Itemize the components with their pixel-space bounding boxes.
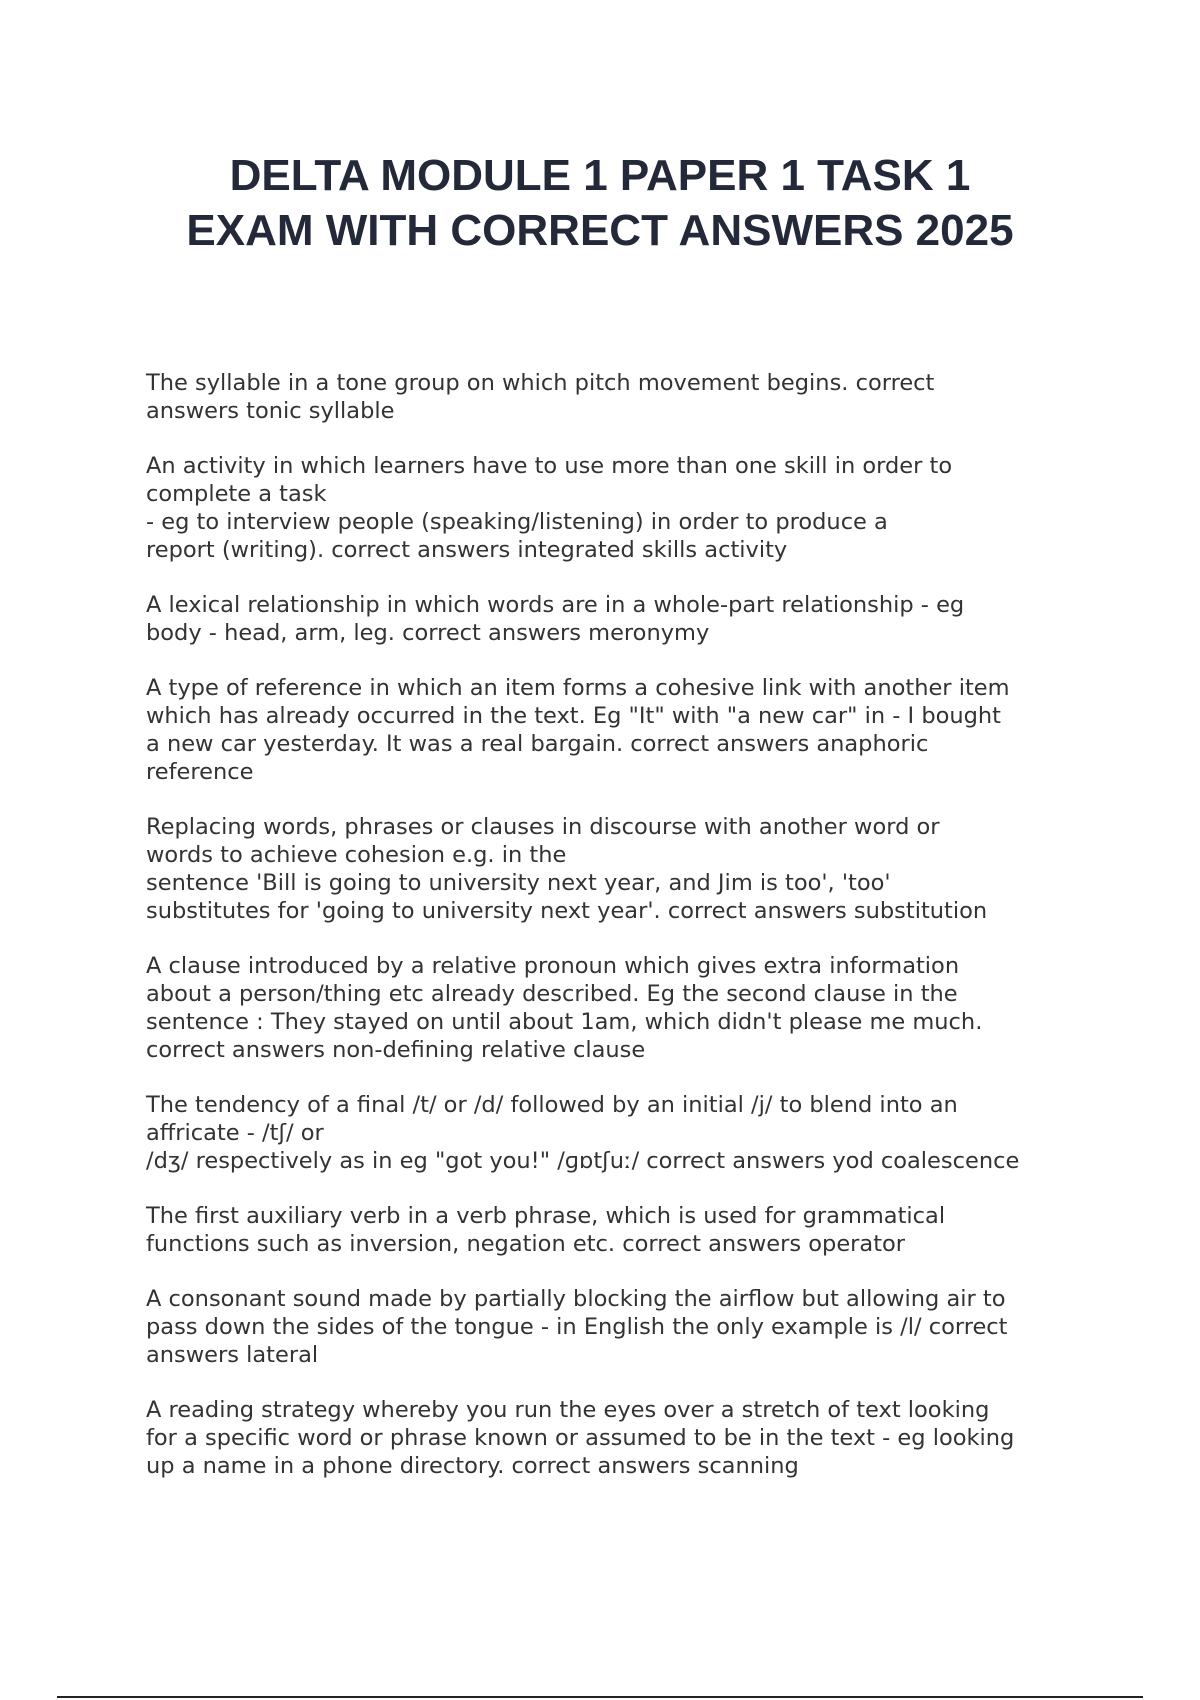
qa-item (146, 1091, 1106, 1175)
qa-item-line: functions such as inversion, negation etc. correct answers operator (146, 1231, 906, 1257)
qa-item (146, 452, 1106, 564)
qa-item-line: Replacing words, phrases or clauses in discourse with another word or (146, 814, 940, 840)
qa-item-line: answers lateral (146, 1342, 319, 1368)
title-line-2: EXAM WITH CORRECT ANSWERS 2025 (186, 206, 1014, 255)
qa-item (146, 952, 1106, 1064)
qa-item-line: answers tonic syllable (146, 398, 395, 424)
qa-item-line: The first auxiliary verb in a verb phrase, which is used for grammatical (146, 1203, 946, 1229)
qa-item-line: A type of reference in which an item forms a cohesive link with another item (146, 675, 1010, 701)
title-line-1: DELTA MODULE 1 PAPER 1 TASK 1 (229, 151, 971, 200)
qa-item-line: - eg to interview people (speaking/listening) in order to produce a (146, 509, 888, 535)
qa-item-line: report (writing). correct answers integrated skills activity (146, 537, 788, 563)
qa-item (146, 674, 1106, 786)
qa-item-line: A reading strategy whereby you run the eyes over a stretch of text looking (146, 1397, 990, 1423)
qa-item-line: words to achieve cohesion e.g. in the (146, 842, 567, 868)
qa-item-line: substitutes for 'going to university next year'. correct answers substitution (146, 898, 988, 924)
qa-item-line: body - head, arm, leg. correct answers meronymy (146, 620, 710, 646)
qa-item-line: a new car yesterday. It was a real bargain. correct answers anaphoric (146, 731, 929, 757)
qa-item-line: An activity in which learners have to use more than one skill in order to (146, 453, 953, 479)
qa-item-line: The tendency of a final /t/ or /d/ followed by an initial /j/ to blend into an (146, 1092, 958, 1118)
qa-item (146, 1202, 1106, 1258)
qa-item (146, 369, 1106, 425)
qa-item (146, 591, 1106, 647)
qa-item-line: which has already occurred in the text. Eg "It" with "a new car" in - I bought (146, 703, 1001, 729)
qa-item (146, 1285, 1106, 1369)
qa-item-line: for a specific word or phrase known or assumed to be in the text - eg looking (146, 1425, 1015, 1451)
document-title (100, 148, 1100, 258)
qa-item-line: /dʒ/ respectively as in eg "got you!" /ɡɒtʃuː/ correct answers yod coalescence (146, 1148, 1020, 1174)
qa-item (146, 813, 1106, 925)
qa-item-line: up a name in a phone directory. correct answers scanning (146, 1453, 799, 1479)
qa-item (146, 1396, 1106, 1480)
qa-item-line: sentence 'Bill is going to university next year, and Jim is too', 'too' (146, 870, 891, 896)
qa-item-line: correct answers non-defining relative clause (146, 1037, 646, 1063)
footer-divider (57, 1696, 1143, 1698)
qa-item-line: The syllable in a tone group on which pitch movement begins. correct (146, 370, 935, 396)
qa-item-line: about a person/thing etc already described. Eg the second clause in the (146, 981, 958, 1007)
qa-item-line: A consonant sound made by partially blocking the airflow but allowing air to (146, 1286, 1006, 1312)
qa-item-line: A lexical relationship in which words are in a whole-part relationship - eg (146, 592, 965, 618)
qa-item-line: A clause introduced by a relative pronoun which gives extra information (146, 953, 960, 979)
qa-item-line: sentence : They stayed on until about 1am, which didn't please me much. (146, 1009, 983, 1035)
qa-item-line: affricate - /tʃ/ or (146, 1120, 324, 1146)
qa-item-line: complete a task (146, 481, 327, 507)
qa-item-line: reference (146, 759, 254, 785)
qa-list (146, 369, 1106, 1507)
qa-item-line: pass down the sides of the tongue - in English the only example is /l/ correct (146, 1314, 1008, 1340)
